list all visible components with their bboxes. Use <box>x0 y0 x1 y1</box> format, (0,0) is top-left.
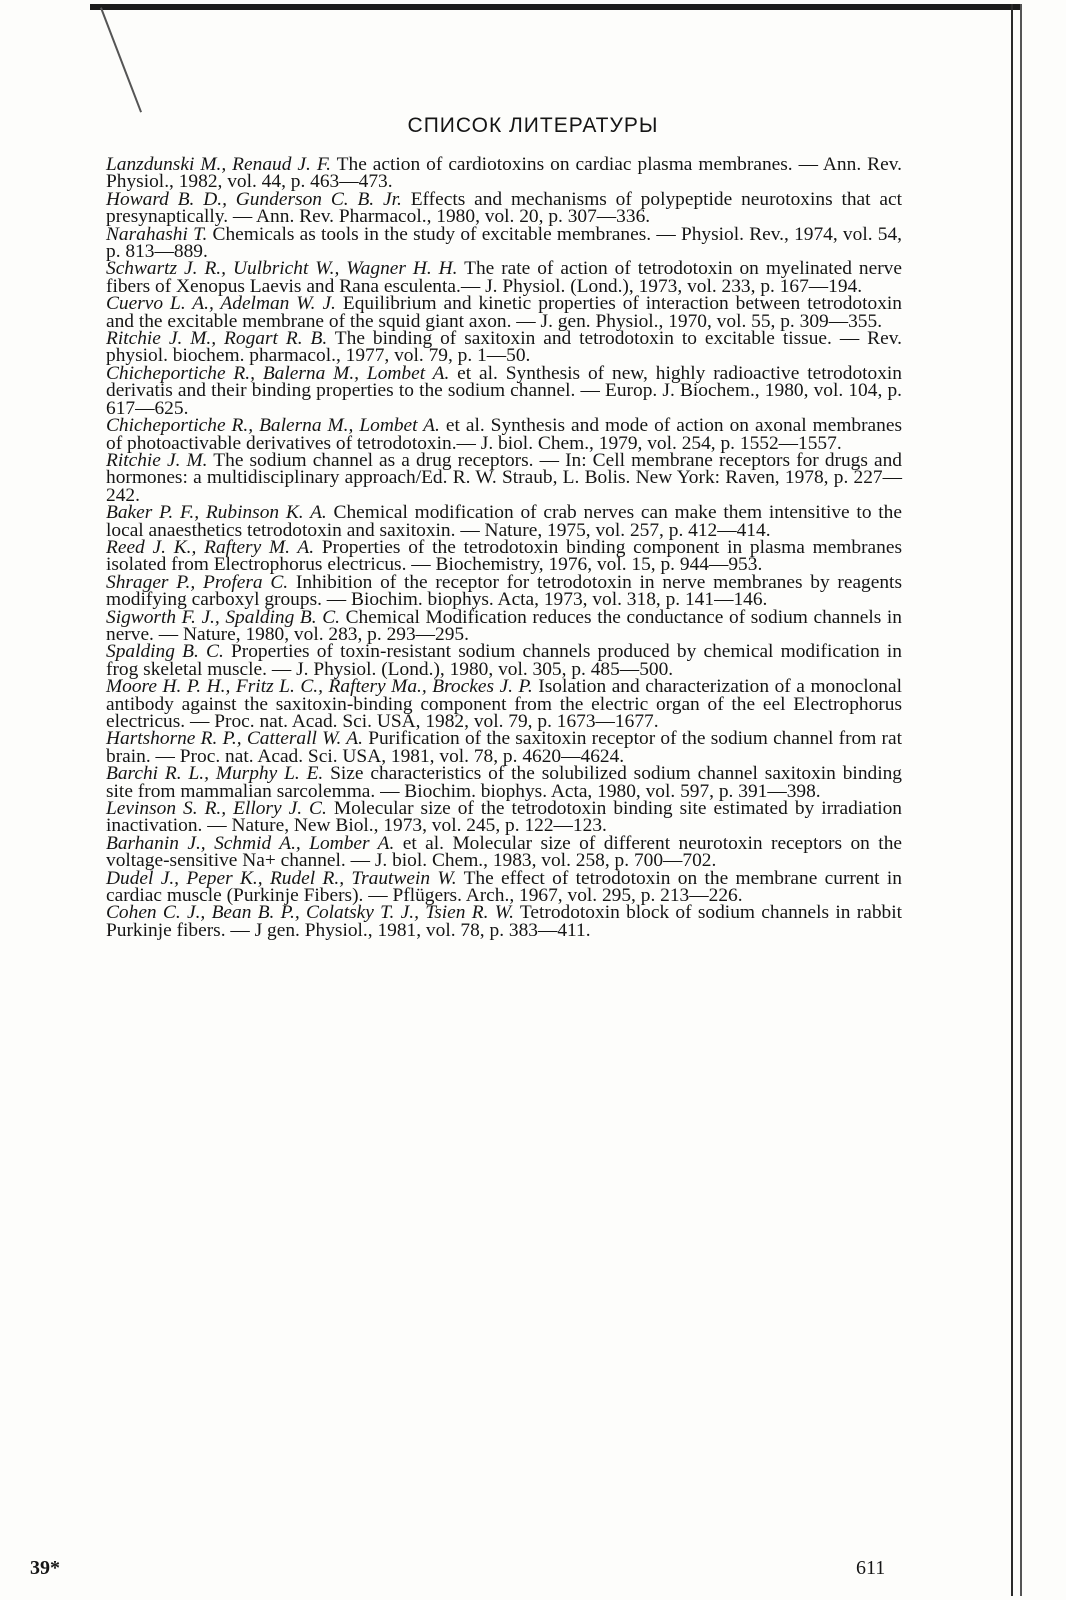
reference-text: Chemical Modification reduces the conductance of sodium channels in nerve. — Nature, 1980, vol. 283, p. 293—295. <box>106 606 903 645</box>
reference-authors: Chicheportiche R., Balerna M., Lombet A. <box>106 362 450 384</box>
reference-item <box>0 260 902 295</box>
reference-authors: Ritchie J. M., Rogart R. B. <box>106 328 328 350</box>
reference-text: Properties of the tetrodotoxin binding component in plasma membranes isolated from Electrophorus electricus. — Biochemistry, 1976, vol. 15, p. 944—953. <box>106 536 902 576</box>
reference-text: The action of cardiotoxins on cardiac plasma membranes. — Ann. Rev. Physiol., 1982, vol. 44, p. 463—473. <box>106 154 902 193</box>
reference-item <box>0 417 902 452</box>
reference-item <box>0 504 902 539</box>
reference-authors: Dudel J., Peper K., Rudel R., Trautwein W. <box>106 867 457 889</box>
reference-item <box>0 730 902 765</box>
reference-item <box>0 832 902 872</box>
reference-authors: Howard B. D., Gunderson C. B. Jr. <box>106 188 402 210</box>
reference-text: The binding of saxitoxin and tetrodotoxin to excitable tissue. — Rev. physiol. biochem. pharmacol., 1977, vol. 79, p. 1—50. <box>106 328 902 367</box>
reference-text: Chemical modification of crab nerves can make them intensitive to the local anaesthetics tetrodotoxin and saxitoxin. — Nature, 1975, vol. 257, p. 412—414. <box>106 502 902 541</box>
reference-authors: Levinson S. R., Ellory J. C. <box>106 798 327 820</box>
reference-item <box>0 904 902 939</box>
reference-item <box>0 606 903 645</box>
reference-authors: Barhanin J., Schmid A., Lomber A. <box>106 832 395 854</box>
top-border-rule <box>90 4 1020 10</box>
reference-text: Isolation and characterization of a monoclonal antibody against the saxitoxin-binding component from the electric organ of the eel Electrophorus electricus. — Proc. nat. Acad. Sci. USA, 1982, vol. 79, p. 1673—1677. <box>106 676 902 732</box>
reference-authors: Narahashi T. <box>106 223 208 245</box>
scan-mark-line <box>100 7 142 112</box>
reference-item <box>0 536 902 576</box>
reference-text: Size characteristics of the solubilized sodium channel saxitoxin binding site from mammalian sarcolemma. — Biochim. biophys. Acta, 1980, vol. 597, p. 391—398. <box>106 763 902 802</box>
reference-text: Molecular size of the tetrodotoxin binding site estimated by irradiation inactivation. — Nature, New Biol., 1973, vol. 245, p. 122—123. <box>106 798 902 837</box>
signature-mark: 39* <box>30 1557 60 1579</box>
reference-authors: Cuervo L. A., Adelman W. J. <box>106 293 336 315</box>
reference-text: et al. Molecular size of different neurotoxin receptors on the voltage-sensitive Na+ channel. — J. biol. Chem., 1983, vol. 258, p. 700—702. <box>106 832 902 872</box>
reference-item <box>0 571 902 611</box>
reference-authors: Lanzdunski M., Renaud J. F. <box>106 154 332 175</box>
reference-authors: Sigworth F. J., Spalding B. C. <box>106 606 340 628</box>
reference-authors: Chicheportiche R., Balerna M., Lombet A. <box>106 415 440 437</box>
reference-item <box>0 223 903 263</box>
reference-authors: Reed J. K., Raftery M. A. <box>106 536 315 558</box>
reference-authors: Ritchie J. M. <box>106 449 208 471</box>
reference-authors: Hartshorne R. P., Catterall W. A. <box>106 728 363 750</box>
reference-text: Inhibition of the receptor for tetrodotoxin in nerve membranes by reagents modifying carboxyl groups. — Biochim. biophys. Acta, 1973, vol. 318, p. 141—146. <box>106 571 902 611</box>
reference-item <box>0 867 902 907</box>
reference-text: Chemicals as tools in the study of excitable membranes. — Physiol. Rev., 1974, vol. 54, p. 813—889. <box>106 223 903 263</box>
page-title: СПИСОК ЛИТЕРАТУРЫ <box>407 114 659 137</box>
reference-authors: Moore H. P. H., Fritz L. C., Raftery Ma., Brockes J. P. <box>106 676 533 698</box>
reference-text: The effect of tetrodotoxin on the membrane current in cardiac muscle (Purkinje Fibers). — Pflügers. Arch., 1967, vol. 295, p. 213—226. <box>106 867 902 907</box>
reference-authors: Barchi R. L., Murphy L. E. <box>106 763 324 785</box>
reference-item <box>0 800 902 835</box>
reference-text: The sodium channel as a drug receptors. — In: Cell membrane receptors for drugs and hormones: a multidisciplinary approach/Ed. R. W. Straub, L. Bolis. New York: Raven, 1978, p. 227—242. <box>106 449 902 506</box>
reference-text: Tetrodotoxin block of sodium channels in rabbit Purkinje fibers. — J gen. Physiol., 1981, vol. 78, p. 383—411. <box>106 902 902 941</box>
reference-item <box>0 330 902 365</box>
reference-text: et al. Synthesis of new, highly radioactive tetrodotoxin derivatis and their binding properties to the sodium channel. — Europ. J. Biochem., 1980, vol. 104, p. 617—625. <box>106 362 902 419</box>
reference-list <box>0 156 1066 939</box>
reference-text: Properties of toxin-resistant sodium channels produced by chemical modification in frog skeletal muscle. — J. Physiol. (Lond.), 1980, vol. 305, p. 485—500. <box>106 641 902 680</box>
reference-authors: Spalding B. C. <box>106 641 224 663</box>
reference-item <box>0 295 902 330</box>
reference-item <box>0 156 902 191</box>
reference-item <box>0 678 902 730</box>
reference-authors: Shrager P., Profera C. <box>106 571 289 593</box>
reference-authors: Schwartz J. R., Uulbricht W., Wagner H. H. <box>106 258 458 280</box>
reference-item <box>0 362 902 419</box>
page-number: 611 <box>856 1557 886 1579</box>
reference-item <box>0 188 903 228</box>
reference-text: The rate of action of tetrodotoxin on myelinated nerve fibers of Xenopus Laevis and Rana esculenta.— J. Physiol. (Lond.), 1973, vol. 233, p. 167—194. <box>106 258 902 297</box>
reference-text: Equilibrium and kinetic properties of interaction between tetrodotoxin and the excitable membrane of the squid giant axon. — J. gen. Physiol., 1970, vol. 55, p. 309—355. <box>106 293 902 332</box>
reference-text: et al. Synthesis and mode of action on axonal membranes of photoactivable derivatives of tetrodotoxin.— J. biol. Chem., 1979, vol. 254, p. 1552—1557. <box>106 415 903 454</box>
reference-authors: Cohen C. J., Bean B. P., Colatsky T. J., Tsien R. W. <box>106 902 514 924</box>
reference-authors: Baker P. F., Rubinson K. A. <box>106 502 327 524</box>
reference-text: Effects and mechanisms of polypeptide neurotoxins that act presynaptically. — Ann. Rev. Pharmacol., 1980, vol. 20, p. 307—336. <box>106 188 903 228</box>
reference-item <box>0 449 902 506</box>
reference-text: Purification of the saxitoxin receptor of the sodium channel from rat brain. — Proc. nat. Acad. Sci. USA, 1981, vol. 78, p. 4620—4624. <box>106 728 902 767</box>
reference-item <box>0 765 902 800</box>
reference-item <box>0 643 902 678</box>
